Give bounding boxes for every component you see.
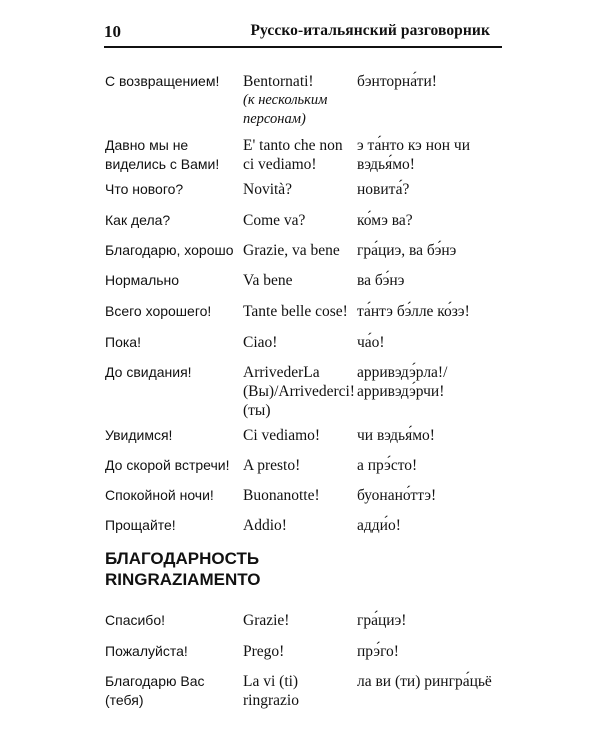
italian-phrase: Grazie, va bene bbox=[243, 242, 340, 259]
russian-phrase: Спокойной ночи! bbox=[105, 487, 214, 503]
transcription: э та́нто кэ нон чи вэдья́мо! bbox=[357, 137, 471, 173]
transcription: бэнторна́ти! bbox=[357, 73, 437, 90]
section-title-ru: БЛАГОДАРНОСТЬ bbox=[105, 549, 260, 568]
russian-phrase: Увидимся! bbox=[105, 427, 173, 443]
transcription: а прэ́сто! bbox=[357, 457, 418, 474]
italian-phrase: Come va? bbox=[243, 212, 306, 229]
transcription: гра́циэ, ва бэ́нэ bbox=[357, 242, 457, 259]
usage-note: (к нескольким персонам) bbox=[243, 92, 328, 127]
italian-text: Bentornati! bbox=[243, 73, 314, 90]
italian-phrase: Novità? bbox=[243, 181, 293, 198]
russian-phrase: Прощайте! bbox=[105, 517, 176, 533]
italian-phrase: Va bene bbox=[243, 272, 293, 289]
transcription: ча́о! bbox=[357, 334, 385, 351]
russian-phrase: Пожалуйста! bbox=[105, 643, 188, 659]
italian-phrase: Prego! bbox=[243, 643, 285, 660]
russian-phrase: Благодарю Вас (тебя) bbox=[105, 673, 205, 708]
russian-phrase: До свидания! bbox=[105, 364, 192, 380]
italian-phrase: A presto! bbox=[243, 457, 301, 474]
transcription: ла ви (ти) рингра́цьё bbox=[357, 673, 492, 690]
italian-phrase: Ciao! bbox=[243, 334, 278, 351]
italian-phrase: Addio! bbox=[243, 517, 287, 534]
russian-phrase: Спасибо! bbox=[105, 612, 165, 628]
page-header bbox=[104, 20, 502, 48]
russian-phrase: Что нового? bbox=[105, 181, 184, 197]
russian-phrase: Всего хорошего! bbox=[105, 303, 212, 319]
section-heading bbox=[105, 548, 261, 590]
italian-phrase: ArrivederLa (Вы)/Arrivederci! (ты) bbox=[243, 364, 355, 419]
transcription: адди́о! bbox=[357, 517, 401, 534]
transcription: новита́? bbox=[357, 181, 410, 198]
italian-phrase: Grazie! bbox=[243, 612, 290, 629]
italian-phrase bbox=[243, 72, 353, 129]
page-number: 10 bbox=[104, 22, 121, 41]
russian-phrase: Пока! bbox=[105, 334, 141, 350]
transcription: буонано́ттэ! bbox=[357, 487, 437, 504]
russian-phrase: С возвращением! bbox=[105, 73, 220, 89]
transcription: гра́циэ! bbox=[357, 612, 407, 629]
russian-phrase: Благодарю, хорошо bbox=[105, 242, 234, 258]
section-title-it: RINGRAZIAMENTO bbox=[105, 570, 261, 589]
italian-phrase: Tante belle cose! bbox=[243, 303, 348, 320]
italian-phrase: E' tanto che non ci vediamo! bbox=[243, 137, 343, 173]
russian-phrase: До скорой встречи! bbox=[105, 457, 230, 473]
italian-phrase: Ci vediamo! bbox=[243, 427, 321, 444]
italian-phrase: La vi (ti) ringrazio bbox=[243, 673, 299, 709]
transcription: ко́мэ ва? bbox=[357, 212, 413, 229]
russian-phrase: Давно мы не виделись с Вами! bbox=[105, 137, 220, 172]
transcription: та́нтэ бэ́лле ко́зэ! bbox=[357, 303, 470, 320]
running-title: Русско-итальянский разговорник bbox=[250, 22, 490, 39]
transcription: арривэдэ́рла!/ арривэдэ́рчи! bbox=[357, 364, 448, 400]
russian-phrase: Нормально bbox=[105, 272, 180, 288]
russian-phrase: Как дела? bbox=[105, 212, 171, 228]
transcription: ва бэ́нэ bbox=[357, 272, 405, 289]
transcription: чи вэдья́мо! bbox=[357, 427, 435, 444]
italian-phrase: Buonanotte! bbox=[243, 487, 320, 504]
transcription: прэ́го! bbox=[357, 643, 399, 660]
